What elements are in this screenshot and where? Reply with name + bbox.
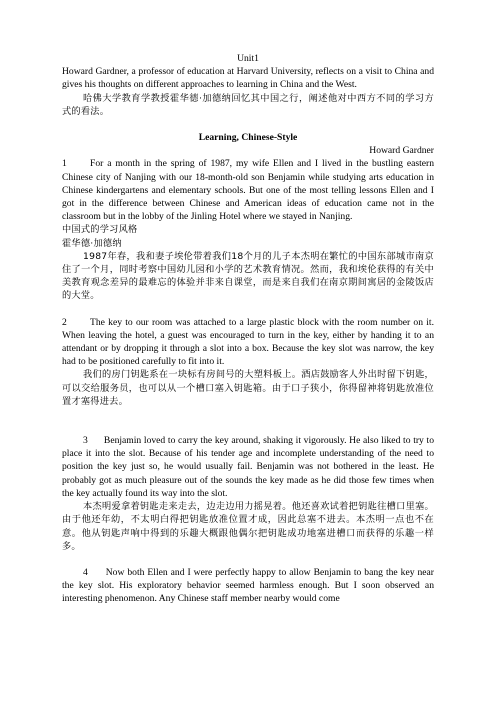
paragraph-text: Now both Ellen and I were perfectly happy to allow Benjamin to bang the key near the key slot. His exploratory behavior seemed harmless enough. But I soon observed an interesting phenomenon. Any Chinese staff member nearby would come <box>62 566 434 605</box>
paragraph-2-chinese: 我们的房门钥匙系在一块标有房间号的大塑料板上。酒店鼓励客人外出时留下钥匙，可以交给服务员，也可以从一个槽口塞入钥匙箱。由于口子狭小，你得留神将钥匙放准位置才塞得进去。 <box>62 369 434 407</box>
paragraph-2-english <box>62 316 434 369</box>
paragraph-3-english <box>62 434 434 500</box>
article-title: Learning, Chinese-Style <box>198 132 298 144</box>
paragraph-4-english <box>62 566 434 606</box>
paragraph-3-chinese: 本杰明爱拿着钥匙走来走去，边走边用力摇晃着。他还喜欢试着把钥匙往槽口里塞。由于他还年幼，不太明白得把钥匙放准位置才成，因此总塞不进去。本杰明一点也不在意。他从钥匙声响中得到的乐趣大概跟他偶尔把钥匙成功地塞进槽口而获得的乐趣一样多。 <box>62 501 434 552</box>
paragraph-text: The key to our room was attached to a large plastic block with the room number on it. When leaving the hotel, a guest was encouraged to turn in the key, either by handing it to an attendant or by dropping it through a slot into a box. Because the key slot was narrow, the key had to be positioned carefully to fit into it. <box>62 316 434 368</box>
paragraph-1-english <box>62 157 434 223</box>
spacer <box>62 118 434 131</box>
document-page <box>62 52 434 606</box>
unit-heading: Unit1 <box>237 53 259 64</box>
article-author: Howard Gardner <box>369 145 434 157</box>
paragraph-number: 1 <box>62 158 67 170</box>
paragraph-1-chinese: 1987年春，我和妻子埃伦带着我们18个月的儿子本杰明在繁忙的中国东部城市南京住了一个月，同时考察中国幼儿园和小学的艺术教育情况。然而，我和埃伦获得的有关中美教育观念差异的最难忘的体验并非来自课堂，而是来自我们在南京期间寓居的金陵饭店的大堂。 <box>62 250 434 302</box>
paragraph-number: 2 <box>62 316 67 328</box>
spacer <box>62 303 434 316</box>
intro-english: Howard Gardner, a professor of education at Harvard University, reflects on a visit to China and gives his thoughts on different approaches to learning in China and the West. <box>62 66 434 91</box>
paragraph-number: 4 <box>83 566 88 578</box>
intro-chinese: 哈佛大学教育学教授霍华德·加德纳回忆其中国之行，阐述他对中西方不同的学习方式的看法。 <box>62 92 434 117</box>
chinese-author: 霍华德·加德纳 <box>62 237 122 249</box>
spacer <box>62 553 434 566</box>
spacer <box>62 408 434 434</box>
paragraph-text: For a month in the spring of 1987, my wife Ellen and I lived in the bustling eastern Chinese city of Nanjing with our 18-month-old son Benjamin while studying arts education in Chinese kindergartens and elementary schools. But one of the most telling lessons Ellen and I got in the difference between Chinese and American ideas of education came not in the classroom but in the lobby of the Jinling Hotel where we stayed in Nanjing. <box>62 158 434 223</box>
paragraph-number: 3 <box>83 435 88 447</box>
chinese-title: 中国式的学习风格 <box>62 224 138 236</box>
paragraph-text: Benjamin loved to carry the key around, shaking it vigorously. He also liked to try to place it into the slot. Because of his tender age and incomplete understanding of the need to position the key just so, he would usually fail. Benjamin was not bothered in the least. He probably got as much pleasure out of the sounds the key made as he did those few times when the key actually found its way into the slot. <box>62 435 435 499</box>
